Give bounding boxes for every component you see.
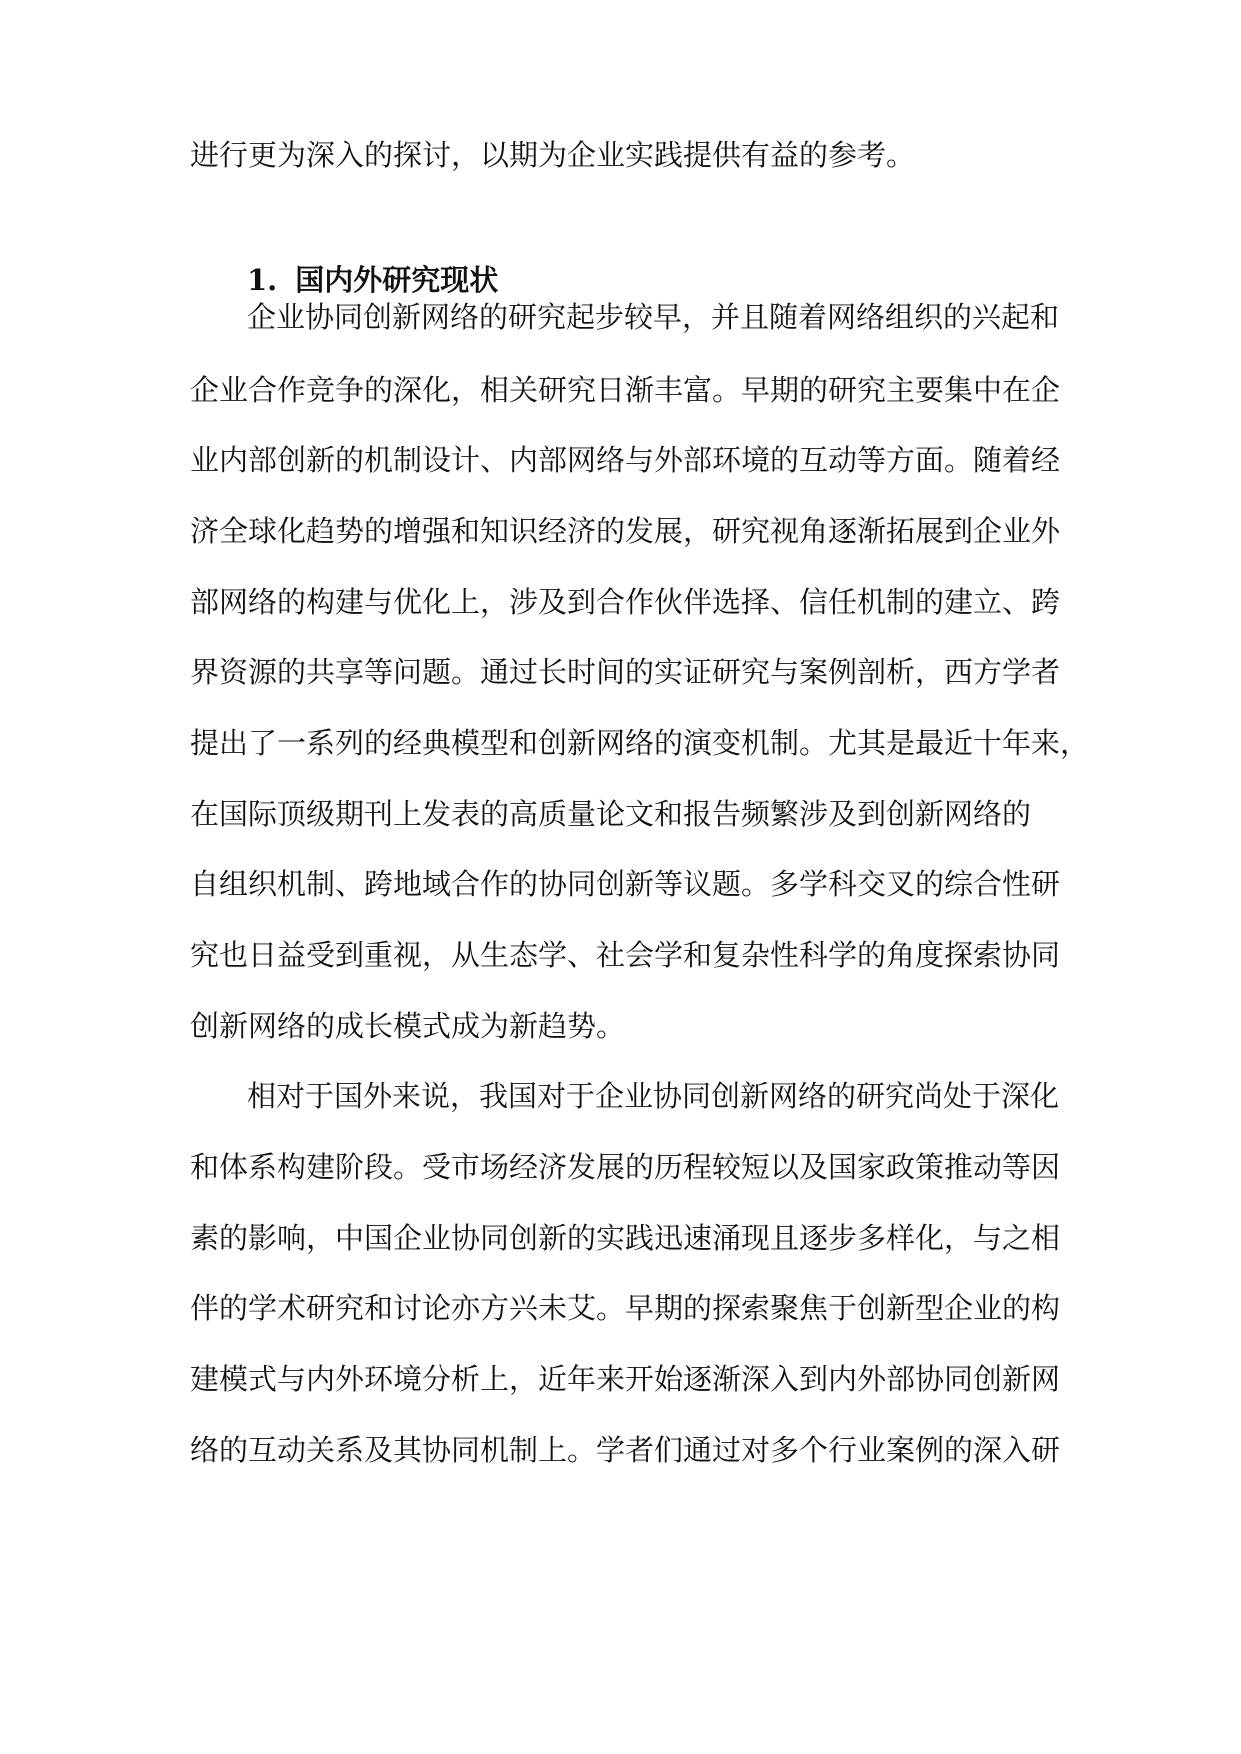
paragraph-line: 企业合作竞争的深化，相关研究日渐丰富。早期的研究主要集中在企	[190, 373, 1061, 407]
section-heading	[247, 260, 498, 300]
paragraph-line: 部网络的构建与优化上，涉及到合作伙伴选择、信任机制的建立、跨	[190, 585, 1061, 619]
section-title: 国内外研究现状	[295, 263, 499, 297]
paragraph-line: 和体系构建阶段。受市场经济发展的历程较短以及国家政策推动等因	[190, 1150, 1061, 1184]
paragraph-line: 提出了一系列的经典模型和创新网络的演变机制。尤其是最近十年来，	[190, 726, 1090, 760]
paragraph-line: 创新网络的成长模式成为新趋势。	[190, 1009, 626, 1043]
paragraph-line: 自组织机制、跨地域合作的协同创新等议题。多学科交叉的综合性研	[190, 867, 1061, 901]
section-number: 1.	[247, 263, 278, 297]
paragraph-line: 相对于国外来说，我国对于企业协同创新网络的研究尚处于深化	[247, 1079, 1060, 1113]
paragraph-line: 业内部创新的机制设计、内部网络与外部环境的互动等方面。随着经	[190, 443, 1061, 477]
paragraph-line: 在国际顶级期刊上发表的高质量论文和报告频繁涉及到创新网络的	[190, 797, 1032, 831]
paragraph-line: 究也日益受到重视，从生态学、社会学和复杂性科学的角度探索协同	[190, 938, 1061, 972]
paragraph-line: 伴的学术研究和讨论亦方兴未艾。早期的探索聚焦于创新型企业的构	[190, 1291, 1061, 1325]
paragraph-line: 济全球化趋势的增强和知识经济的发展，研究视角逐渐拓展到企业外	[190, 514, 1061, 548]
paragraph-line: 建模式与内外环境分析上，近年来开始逐渐深入到内外部协同创新网	[190, 1362, 1061, 1396]
intro-text-line: 进行更为深入的探讨，以期为企业实践提供有益的参考。	[190, 138, 916, 172]
paragraph-line: 素的影响，中国企业协同创新的实践迅速涌现且逐步多样化，与之相	[190, 1221, 1061, 1255]
paragraph-line: 界资源的共享等问题。通过长时间的实证研究与案例剖析，西方学者	[190, 655, 1061, 689]
paragraph-line: 络的互动关系及其协同机制上。学者们通过对多个行业案例的深入研	[190, 1433, 1061, 1467]
paragraph-line: 企业协同创新网络的研究起步较早，并且随着网络组织的兴起和	[247, 300, 1060, 334]
